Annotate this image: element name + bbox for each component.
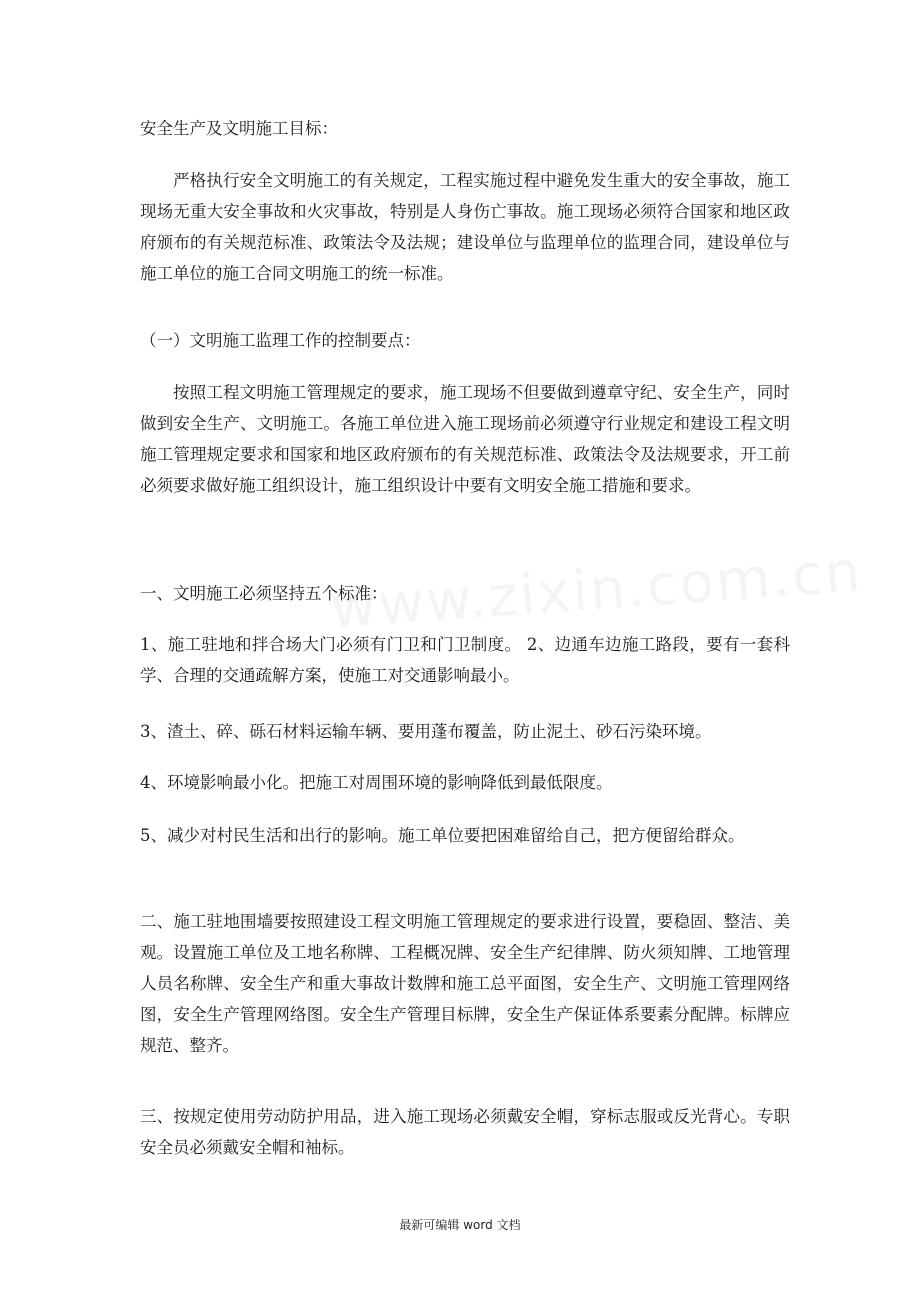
paragraph-goals: 严格执行安全文明施工的有关规定，工程实施过程中避免发生重大的安全事故，施工现场无重大安全事故和火灾事故，特别是人身伤亡事故。施工现场必须符合国家和地区政府颁布的有关规范标准、政策法令及法规；建设单位与监理单位的监理合同，建设单位与施工单位的施工合同文明施工的统一标准。 xyxy=(140,171,790,283)
paragraph-section-two: 二、施工驻地围墙要按照建设工程文明施工管理规定的要求进行设置，要稳固、整洁、美观。设置施工单位及工地名称牌、工程概况牌、安全生产纪律牌、防火须知牌、工地管理人员名称牌、安全生产和重大事故计数牌和施工总平面图，安全生产、文明施工管理网络图，安全生产管理网络图。安全生产管理目标牌，安全生产保证体系要素分配牌。标牌应规范、整齐。 xyxy=(140,912,790,1055)
document-heading: 安全生产及文明施工目标： xyxy=(140,119,338,138)
paragraph-requirements: 按照工程文明施工管理规定的要求，施工现场不但要做到遵章守纪、安全生产，同时做到安全生产、文明施工。各施工单位进入施工现场前必须遵守行业规定和建设工程文明施工管理规定要求和国家和地区政府颁布的有关规范标准、政策法令及法规要求，开工前必须要求做好施工组织设计，施工组织设计中要有文明安全施工措施和要求。 xyxy=(140,383,790,495)
page-footer: 最新可编辑 word 文档 xyxy=(399,1218,521,1232)
paragraph-section-three: 三、按规定使用劳动防护用品，进入施工现场必须戴安全帽，穿标志服或反光背心。专职安全员必须戴安全帽和袖标。 xyxy=(140,1107,790,1157)
list-item-4: 4、环境影响最小化。把施工对周围环境的影响降低到最低限度。 xyxy=(140,773,613,792)
list-item-3: 3、渣土、碎、砾石材料运输车辆、要用蓬布覆盖，防止泥土、砂石污染环境。 xyxy=(140,722,712,741)
list-title-five-standards: 一、文明施工必须坚持五个标准： xyxy=(140,584,388,603)
list-item-5: 5、减少对村民生活和出行的影响。施工单位要把困难留给自己，把方便留给群众。 xyxy=(140,826,745,845)
list-item-1-2: 1、施工驻地和拌合场大门必须有门卫和门卫制度。 2、边通车边施工路段，要有一套科学、合理的交通疏解方案，使施工对交通影响最小。 xyxy=(140,635,790,685)
section-title-control-points: （一）文明施工监理工作的控制要点： xyxy=(140,331,421,350)
